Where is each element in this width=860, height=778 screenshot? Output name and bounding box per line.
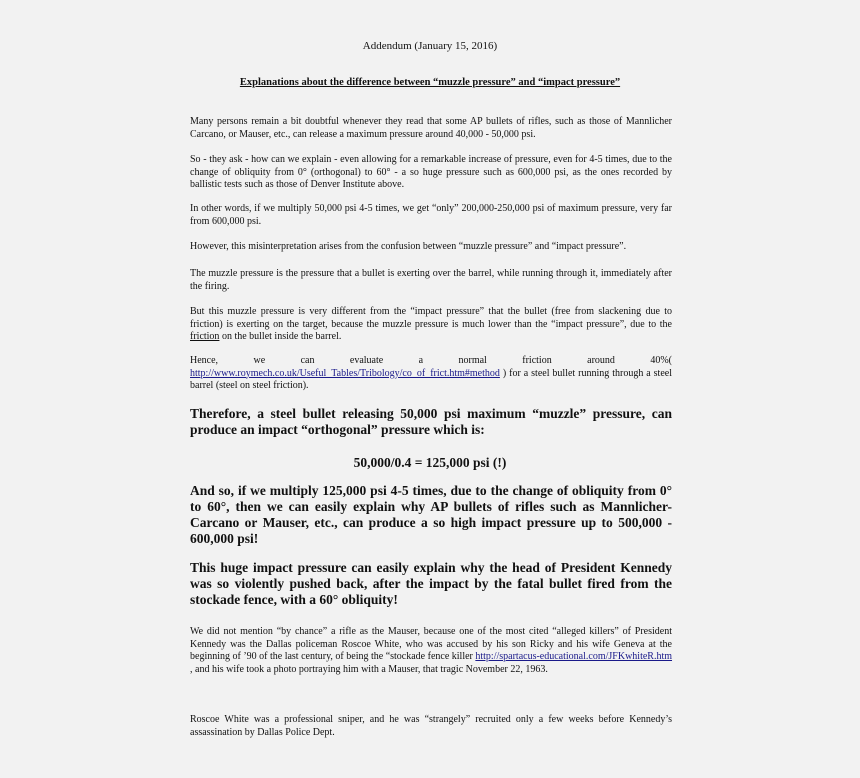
paragraph-5: The muzzle pressure is the pressure that a bullet is exerting over the barrel, while running through it, immediately after the firing. <box>190 268 672 292</box>
paragraph-6-text-b: on the bullet inside the barrel. <box>219 331 342 342</box>
paragraph-3: In other words, if we multiply 50,000 psi 4-5 times, we get “only” 200,000-250,000 psi of maximum pressure, very far from 600,000 psi. <box>190 203 672 227</box>
paragraph-6-text-a: But this muzzle pressure is very different from the “impact pressure” that the bullet (free from slackening due to friction) is exerting on the target, because the muzzle pressure is much lower than the “impact pressure”, due to the <box>190 306 672 330</box>
paragraph-2: So - they ask - how can we explain - even allowing for a remarkable increase of pressure, even for 4-5 times, due to the change of obliquity from 0° (orthogonal) to 60° - a so huge pressure such as 600,000 psi, as the ones recorded by ballistic tests such as those of Denver Institute above. <box>190 154 672 190</box>
paragraph-7-text-a: Hence, we can evaluate a normal friction around 40%( <box>190 355 672 366</box>
paragraph-6 <box>190 306 672 344</box>
document-title: Explanations about the difference between “muzzle pressure” and “impact pressure” <box>239 77 621 88</box>
spartacus-link[interactable]: http://spartacus-educational.com/JFKwhiteR.htm <box>475 651 673 662</box>
paragraph-9: Roscoe White was a professional sniper, and he was “strangely” recruited only a few weeks before Kennedy’s assassination by Dallas Police Dept. <box>190 714 672 738</box>
pressure-formula: 50,000/0.4 = 125,000 psi (!) <box>353 455 507 470</box>
paragraph-1: Many persons remain a bit doubtful whenever they read that some AP bullets of rifles, such as those of Mannlicher Carcano, or Mauser, etc., can release a maximum pressure around 40,000 - 50,000 psi. <box>190 116 672 140</box>
bold-statement-3: This huge impact pressure can easily explain why the head of President Kennedy was so violently pushed back, after the impact by the fatal bullet fired from the stockade fence, with a 60° obliquity! <box>190 560 672 607</box>
addendum-date: Addendum (January 15, 2016) <box>362 40 498 52</box>
paragraph-4: However, this misinterpretation arises from the confusion between “muzzle pressure” and “impact pressure”. <box>190 241 627 252</box>
bold-statement-2: And so, if we multiply 125,000 psi 4-5 times, due to the change of obliquity from 0° to 60°, then we can easily explain why AP bullets of rifles such as Mannlicher-Carcano or Mauser, etc., can produce a so high impact pressure up to 500,000 - 600,000 psi! <box>190 483 672 546</box>
roymech-link[interactable]: http://www.roymech.co.uk/Useful_Tables/Tribology/co_of_frict.htm#method <box>190 367 500 379</box>
friction-link-text: friction <box>190 331 220 342</box>
paragraph-8-text-a: We did not mention “by chance” a rifle as the Mauser, because one of the most cited “alleged killers” of President Kennedy was the Dallas policeman Roscoe White, who was accused by his son Ricky and his wife Geneva at the beginning of ’90 of the last century, of being the “stockade fence killer <box>190 626 672 662</box>
paragraph-7 <box>190 355 672 393</box>
paragraph-8 <box>190 626 672 676</box>
bold-statement-1: Therefore, a steel bullet releasing 50,000 psi maximum “muzzle” pressure, can produce an impact “orthogonal” pressure which is: <box>190 406 672 437</box>
paragraph-7-text-b: ) for a steel bullet running through a steel barrel (steel on steel friction). <box>190 367 672 391</box>
paragraph-8-text-b: , and his wife took a photo portraying him with a Mauser, that tragic November 22, 1963. <box>190 663 548 675</box>
